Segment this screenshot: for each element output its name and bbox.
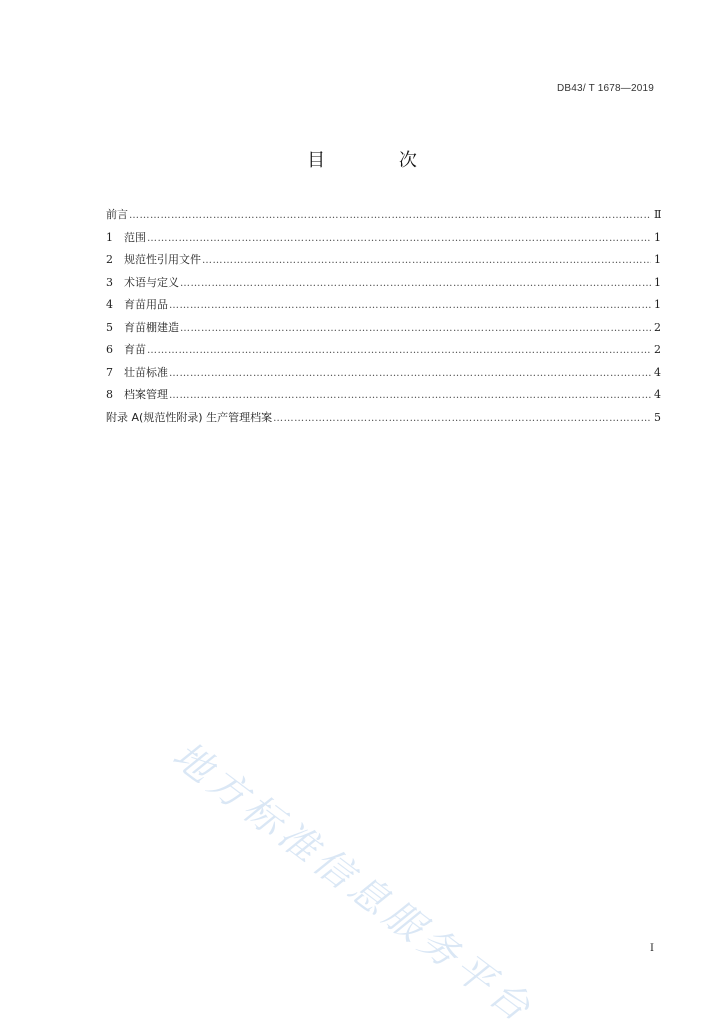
toc-page: 2 [654,343,661,356]
toc-page: 4 [654,388,661,401]
table-of-contents [106,206,660,431]
toc-page: 4 [654,365,661,379]
toc-leader-dots [147,345,651,356]
toc-number: 6 [106,343,113,356]
toc-leader-dots [180,278,651,289]
toc-number: 3 [106,275,113,289]
toc-label: 规范性引用文件 [124,253,201,266]
toc-leader-dots [169,300,651,311]
toc-row-supplies[interactable] [106,296,660,319]
toc-page: 2 [654,320,661,334]
toc-row-shed-construction[interactable] [106,319,660,342]
toc-number: 4 [106,298,113,311]
toc-page: Ⅱ [654,208,662,221]
toc-label: 壮苗标准 [124,365,168,379]
toc-leader-dots [169,368,651,379]
toc-label: 育苗用品 [124,298,168,311]
document-code: DB43/ T 1678—2019 [557,83,654,94]
page-title: 目 次 [307,150,451,171]
toc-page: 5 [654,410,661,424]
toc-number: 5 [106,320,113,334]
toc-row-appendix-a[interactable] [106,409,660,432]
toc-row-records[interactable] [106,386,660,409]
toc-leader-dots [147,233,651,244]
toc-row-standard[interactable] [106,364,660,387]
toc-label: 术语与定义 [124,275,179,289]
watermark: 地方标准信息服务平台 [164,732,543,1033]
toc-leader-dots [129,210,651,221]
toc-row-terms[interactable] [106,274,660,297]
toc-leader-dots [273,413,651,424]
toc-page: 1 [654,253,661,266]
toc-label: 档案管理 [124,388,168,401]
toc-label: 范围 [124,230,146,244]
toc-label: 前言 [106,208,128,221]
toc-leader-dots [169,390,651,401]
toc-number: 7 [106,365,113,379]
toc-page: 1 [654,230,661,244]
toc-row-foreword[interactable] [106,206,660,229]
page-number: I [650,943,654,954]
toc-page: 1 [654,275,661,289]
toc-number: 8 [106,388,113,401]
toc-leader-dots [180,323,651,334]
toc-number: 2 [106,253,113,266]
toc-page: 1 [654,298,661,311]
toc-number: 1 [106,230,113,244]
toc-label: 育苗 [124,343,146,356]
toc-label: 育苗棚建造 [124,320,179,334]
toc-row-scope[interactable] [106,229,660,252]
toc-leader-dots [202,255,651,266]
toc-label: 附录 A(规范性附录) 生产管理档案 [106,410,273,424]
toc-row-normative-references[interactable] [106,251,660,274]
toc-row-seedling[interactable] [106,341,660,364]
